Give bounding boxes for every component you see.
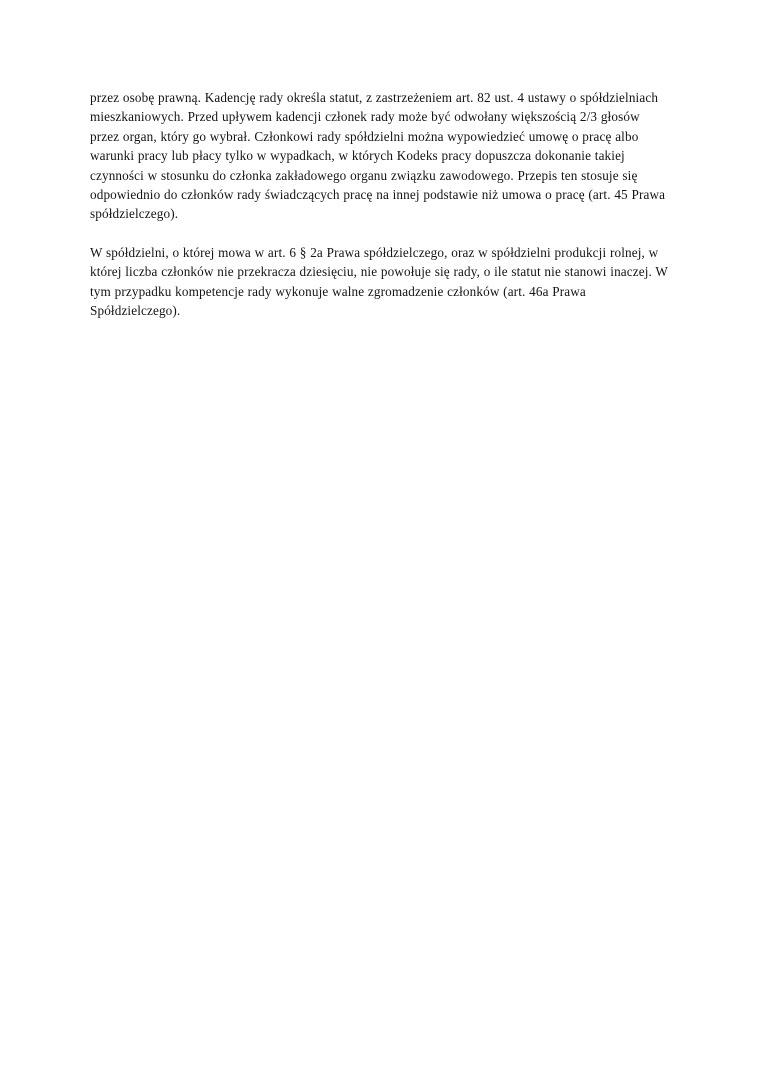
paragraph-2: W spółdzielni, o której mowa w art. 6 § 2a Prawa spółdzielczego, oraz w spółdzielni produkcji rolnej, w której liczba członków nie przekracza dziesięciu, nie powołuje się rady, o ile statut nie stanowi inaczej. W tym przypadku kompetencje rady wykonuje walne zgromadzenie członków (art. 46a Prawa Spółdzielczego). xyxy=(90,244,668,319)
paragraph-1: przez osobę prawną. Kadencję rady określa statut, z zastrzeżeniem art. 82 ust. 4 ustawy o spółdzielniach mieszkaniowych. Przed upływem kadencji członek rady może być odwołany większością 2/3 głosów przez organ, który go wybrał. Członkowi rady spółdzielni można wypowiedzieć umowę o pracę albo warunki pracy lub płacy tylko w wypadkach, w których Kodeks pracy dopuszcza dokonanie takiej czynności w stosunku do członka zakładowego organu związku zawodowego. Przepis ten stosuje się odpowiednio do członków rady świadczących pracę na innej podstawie niż umowa o pracę (art. 45 Prawa spółdzielczego). xyxy=(90,90,666,222)
document-body xyxy=(90,88,670,320)
